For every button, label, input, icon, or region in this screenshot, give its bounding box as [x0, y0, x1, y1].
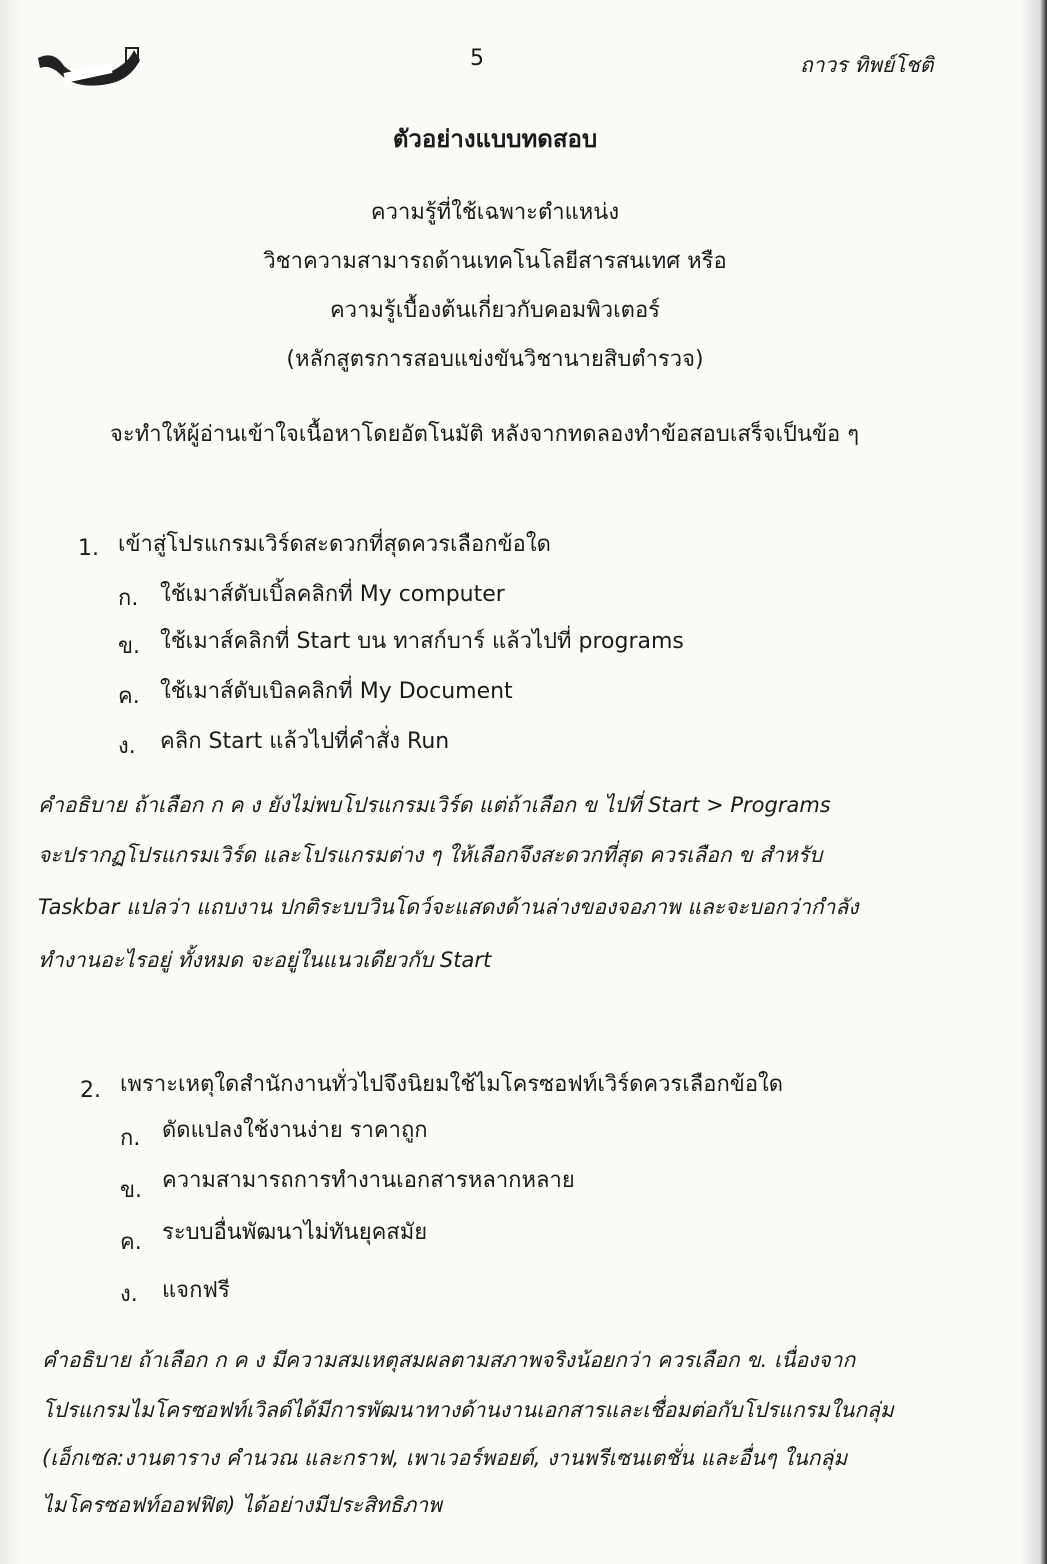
choice-text: ใช้เมาส์ดับเบิ้ลคลิกที่ My computer [160, 582, 505, 607]
page-title: ตัวอย่างแบบทดสอบ [392, 125, 598, 153]
choice-letter: ค. [120, 1230, 142, 1255]
question-number: 1. [78, 536, 99, 561]
choice-text: ใช้เมาส์ดับเบิลคลิกที่ My Document [160, 679, 513, 704]
subtitle-line: ความรู้ที่ใช้เฉพาะตำแหน่ง [370, 200, 620, 225]
explanation-line: โปรแกรมไมโครซอฟท์เวิลด์ได้มีการพัฒนาทางด้านงานเอกสารและเชื่อมต่อกับโปรแกรมในกลุ่ม [42, 1398, 894, 1422]
publisher-logo [34, 44, 142, 90]
explanation-line: จะปรากฏโปรแกรมเวิร์ด และโปรแกรมต่าง ๆ ให้เลือกจึงสะดวกที่สุด ควรเลือก ข สำหรับ [38, 843, 823, 867]
choice-letter: ก. [118, 586, 139, 611]
explanation-line: คำอธิบาย ถ้าเลือก ก ค ง ยังไม่พบโปรแกรมเวิร์ด แต่ถ้าเลือก ข ไปที่ Start > Programs [38, 793, 831, 817]
subtitle-line: (หลักสูตรการสอบแข่งขันวิชานายสิบตำรวจ) [286, 347, 704, 372]
choice-text: ดัดแปลงใช้งานง่าย ราคาถูก [162, 1118, 428, 1143]
choice-letter: ก. [120, 1126, 141, 1151]
explanation-line: (เอ็กเซล:งานตาราง คำนวณ และกราฟ, เพาเวอร์พอยต์, งานพรีเซนเตชั่น และอื่นๆ ในกลุ่ม [42, 1446, 848, 1470]
explanation-line: Taskbar แปลว่า แถบงาน ปกติระบบวินโดว์จะแสดงด้านล่างของจอภาพ และจะบอกว่ากำลัง [38, 895, 859, 919]
choice-letter: ง. [118, 734, 136, 759]
choice-letter: ข. [118, 634, 141, 659]
question-number: 2. [80, 1078, 101, 1103]
subtitle-line: ความรู้เบื้องต้นเกี่ยวกับคอมพิวเตอร์ [330, 298, 660, 323]
choice-text: แจกฟรี [162, 1278, 230, 1303]
choice-letter: ง. [120, 1282, 138, 1307]
explanation-line: ทำงานอะไรอยู่ ทั้งหมด จะอยู่ในแนวเดียวกับ Start [38, 948, 492, 972]
explanation-line: ไมโครซอฟท์ออฟฟิต) ได้อย่างมีประสิทธิภาพ [42, 1493, 442, 1517]
choice-text: ใช้เมาส์คลิกที่ Start บน ทาสก์บาร์ แล้วไปที่ programs [160, 629, 684, 654]
question-text: เพราะเหตุใดสำนักงานทั่วไปจึงนิยมใช้ไมโครซอฟท์เวิร์ดควรเลือกข้อใด [120, 1072, 784, 1097]
choice-text: ระบบอื่นพัฒนาไม่ทันยุคสมัย [162, 1220, 428, 1245]
explanation-line: คำอธิบาย ถ้าเลือก ก ค ง มีความสมเหตุสมผลตามสภาพจริงน้อยกว่า ควรเลือก ข. เนื่องจาก [42, 1348, 856, 1372]
choice-letter: ข. [120, 1178, 143, 1203]
intro-text: จะทำให้ผู้อ่านเข้าใจเนื้อหาโดยอัตโนมัติ หลังจากทดลองทำข้อสอบเสร็จเป็นข้อ ๆ [110, 422, 860, 447]
author-name: ถาวร ทิพย์โชติ [800, 53, 934, 77]
subtitle-line: วิชาความสามารถด้านเทคโนโลยีสารสนเทศ หรือ [263, 249, 727, 274]
choice-text: ความสามารถการทำงานเอกสารหลากหลาย [162, 1168, 575, 1193]
choice-letter: ค. [118, 684, 140, 709]
question-text: เข้าสู่โปรแกรมเวิร์ดสะดวกที่สุดควรเลือกข้อใด [118, 532, 551, 557]
choice-text: คลิก Start แล้วไปที่คำสั่ง Run [160, 729, 450, 754]
page-number: 5 [470, 46, 484, 71]
